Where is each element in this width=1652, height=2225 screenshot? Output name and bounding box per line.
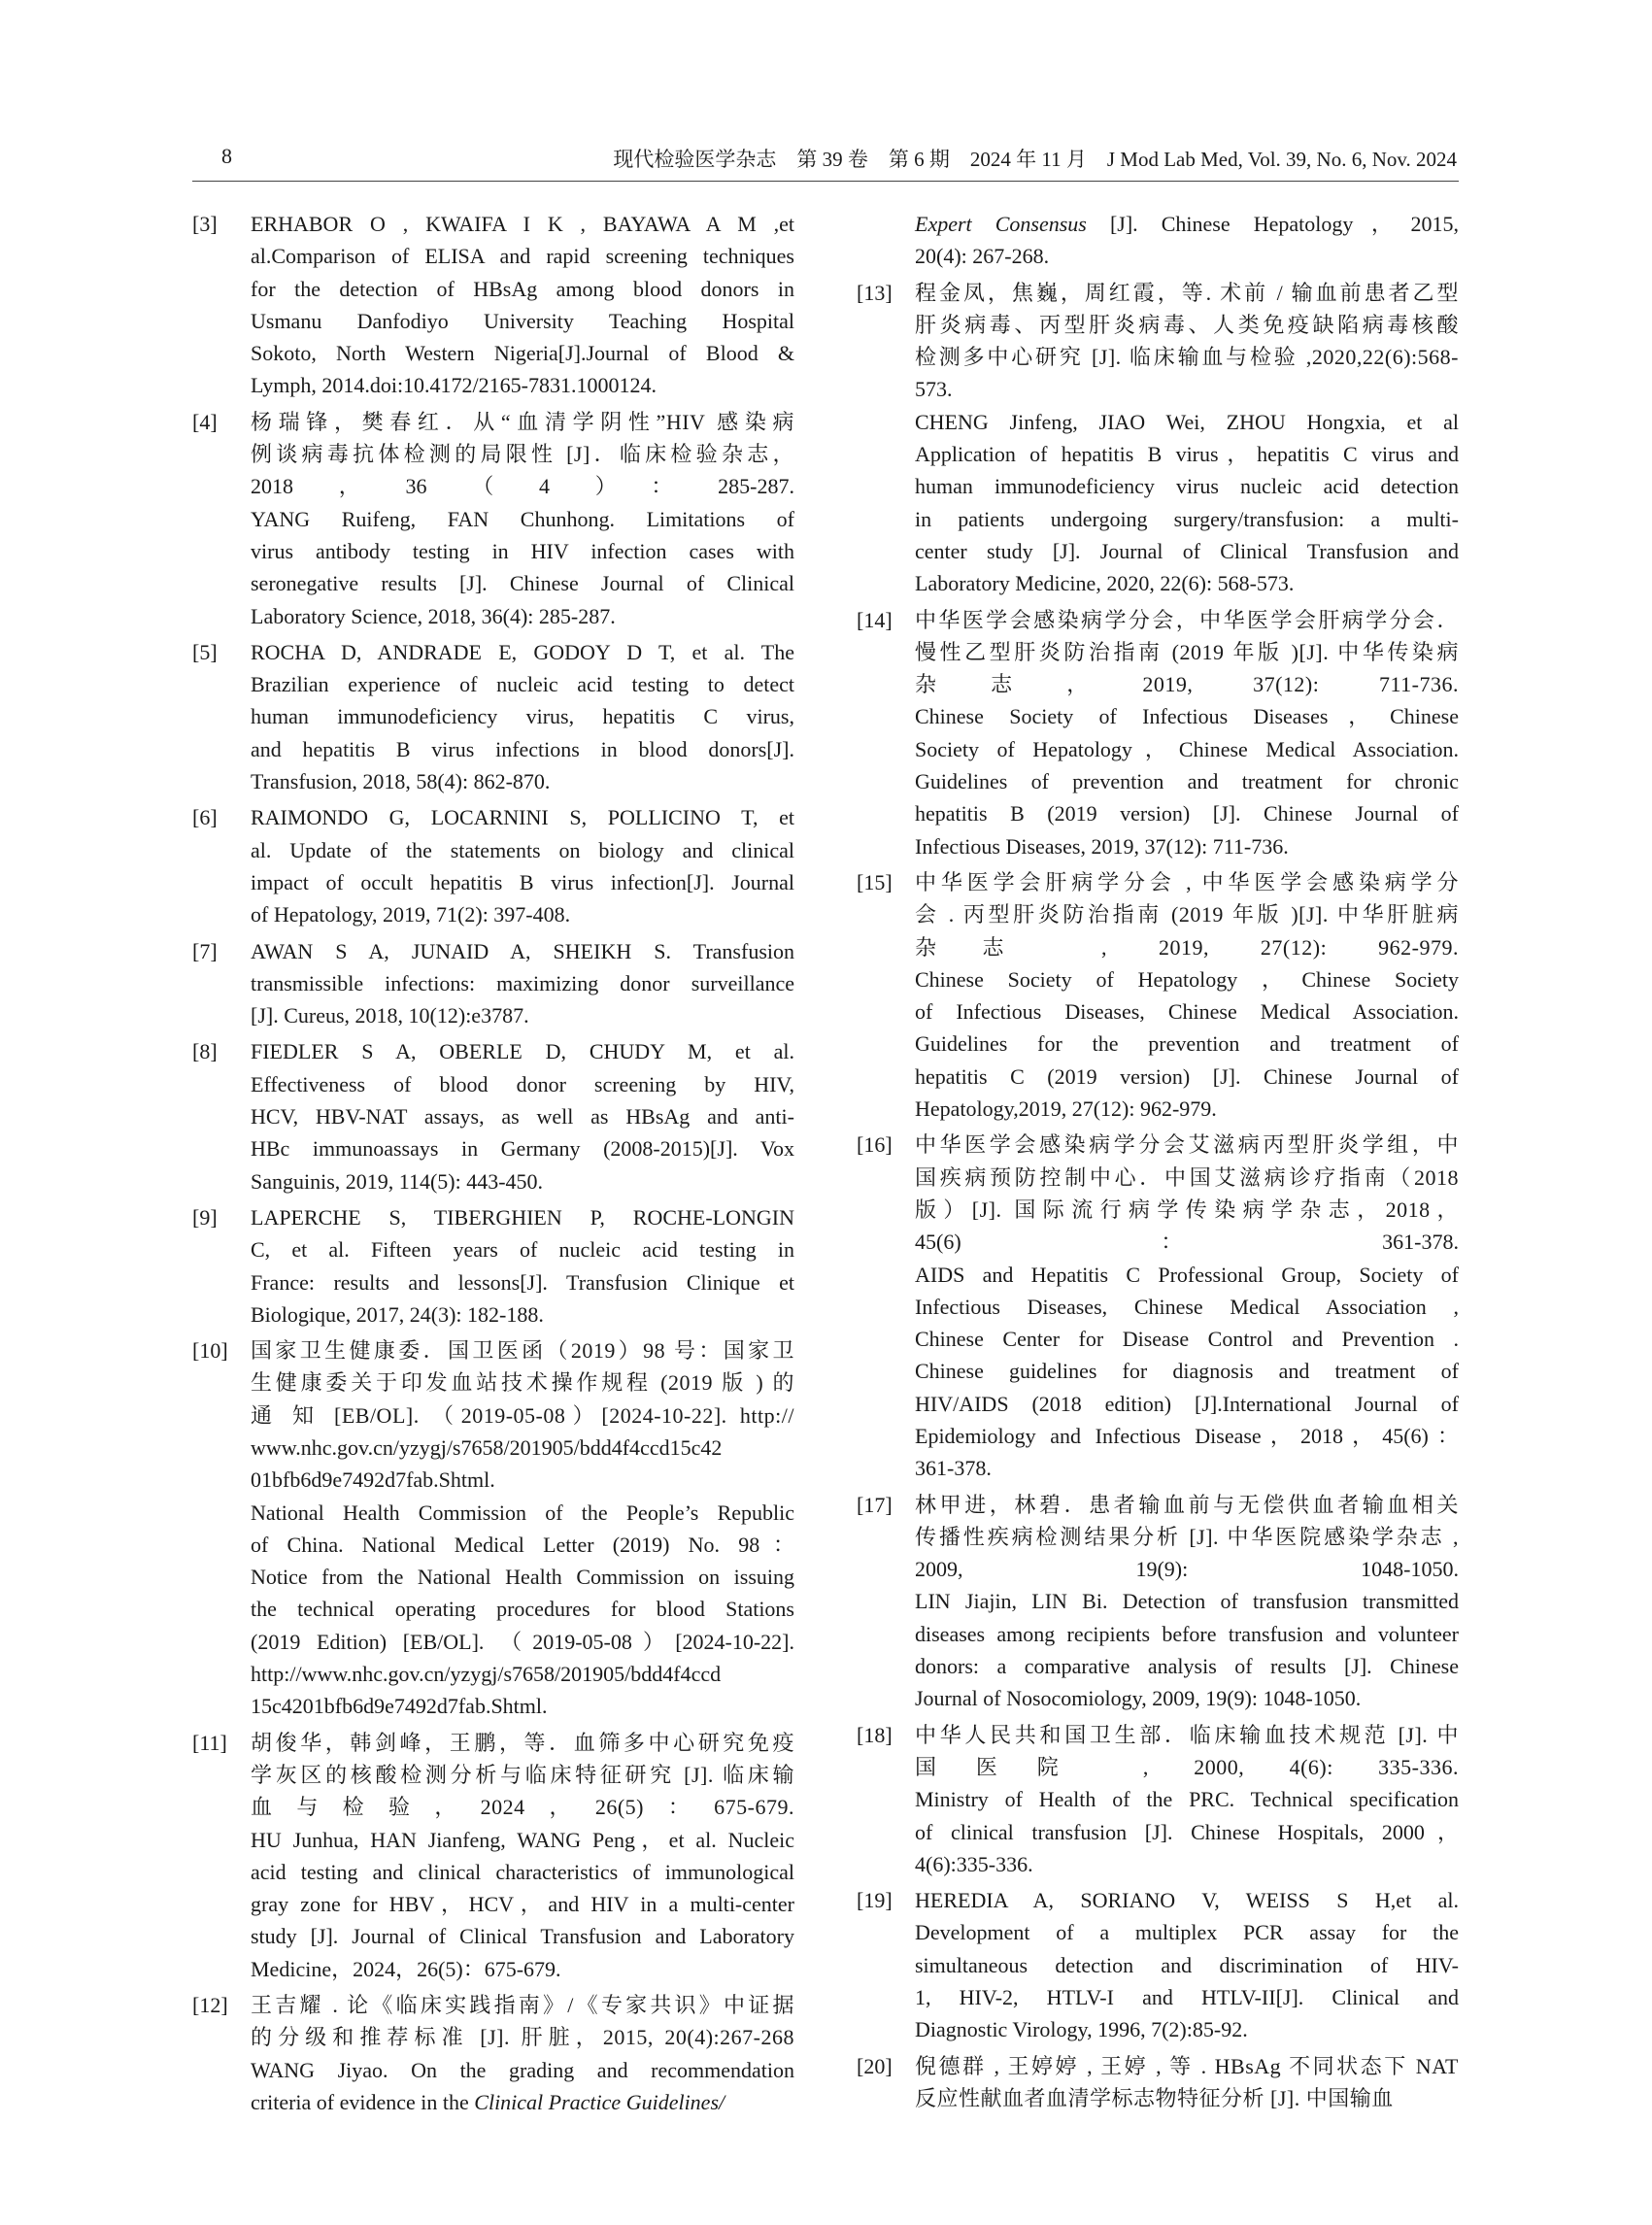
reference-entry bbox=[857, 277, 1459, 600]
reference-entry bbox=[192, 1201, 794, 1331]
reference-line: al. Update of the statements on biology and clinical bbox=[251, 837, 794, 862]
reference-entry bbox=[192, 1727, 794, 1985]
reference-line: (2019 Edition) [EB/OL]. （2019-05-08）[2024-10-22]. bbox=[251, 1629, 794, 1654]
reference-line: [J]. Cureus, 2018, 10(12):e3787. bbox=[251, 1003, 529, 1028]
reference-line: study [J]. Journal of Clinical Transfusion and Laboratory bbox=[251, 1924, 794, 1949]
reference-line: 程金凤，焦巍，周红霞，等. 术前 / 输血前患者乙型 bbox=[915, 280, 1459, 305]
reference-line: simultaneous detection and discrimination of HIV- bbox=[915, 1952, 1459, 1977]
reference-line: of clinical transfusion [J]. Chinese Hospitals, 2000， bbox=[915, 1819, 1459, 1844]
reference-line: the technical operating procedures for blood Stations bbox=[251, 1597, 794, 1622]
reference-number: [6] bbox=[192, 805, 218, 830]
reference-entry bbox=[192, 208, 794, 402]
reference-line: diseases among recipients before transfusion and volunteer bbox=[915, 1621, 1459, 1646]
journal-running-head: 现代检验医学杂志 第 39 卷 第 6 期 2024 年 11 月 J Mod Lab Med, Vol. 39, No. 6, Nov. 2024 bbox=[613, 148, 1457, 171]
reference-line: Medicine，2024，26(5)：675-679. bbox=[251, 1956, 561, 1981]
reference-line: Expert Consensus [J]. Chinese Hepatology，2015, bbox=[915, 212, 1460, 236]
reference-number: [10] bbox=[192, 1338, 228, 1364]
reference-line: transmissible infections: maximizing donor surveillance bbox=[251, 970, 794, 995]
reference-column-left bbox=[192, 208, 794, 2122]
reference-number: [4] bbox=[192, 409, 218, 434]
reference-number: [9] bbox=[192, 1204, 218, 1230]
reference-line: 杂志 , 2019, 27(12): 962-979. bbox=[915, 934, 1459, 960]
reference-entry bbox=[192, 1989, 794, 2118]
reference-line: in patients undergoing surgery/transfusion: a multi- bbox=[915, 506, 1459, 531]
reference-number: [16] bbox=[857, 1132, 893, 1158]
reference-line: Ministry of Health of the PRC. Technical specification bbox=[915, 1787, 1459, 1812]
reference-line: Laboratory Medicine, 2020, 22(6): 568-573. bbox=[915, 571, 1295, 596]
reference-line: 1, HIV-2, HTLV-I and HTLV-II[J]. Clinical and bbox=[915, 1985, 1459, 2010]
reference-line: 血与检验，2024，26(5)：675-679. bbox=[251, 1795, 794, 1820]
reference-line: YANG Ruifeng, FAN Chunhong. Limitations of bbox=[251, 506, 794, 531]
reference-line: www.nhc.gov.cn/yzygj/s7658/201905/bdd4f4ccd15c42 bbox=[251, 1434, 723, 1460]
reference-number: [18] bbox=[857, 1722, 893, 1747]
reference-line: 版）[J]. 国际流行病学传染病学杂志，2018， bbox=[915, 1197, 1459, 1222]
reference-line: human immunodeficiency virus nucleic acid detection bbox=[915, 474, 1459, 499]
reference-line: ROCHA D, ANDRADE E, GODOY D T, et al. The bbox=[251, 639, 794, 664]
reference-line: 45(6)：361-378. bbox=[915, 1230, 1459, 1255]
reference-line: Sokoto, North Western Nigeria[J].Journal of Blood & bbox=[251, 341, 794, 366]
reference-line: 中华医学会肝病学分会 , 中华医学会感染病学分 bbox=[915, 869, 1459, 894]
reference-line: HU Junhua, HAN Jianfeng, WANG Peng，et al. Nucleic bbox=[251, 1827, 794, 1852]
reference-line: 573. bbox=[915, 377, 953, 402]
reference-line: 学灰区的核酸检测分析与临床特征研究 [J]. 临床输 bbox=[251, 1762, 794, 1787]
reference-line: AWAN S A, JUNAID A, SHEIKH S. Transfusion bbox=[251, 938, 794, 963]
reference-line: France: results and lessons[J]. Transfusion Clinique et bbox=[251, 1269, 794, 1295]
reference-line: Usmanu Danfodiyo University Teaching Hospital bbox=[251, 308, 794, 333]
reference-number: [17] bbox=[857, 1492, 893, 1517]
reference-line: 4(6):335-336. bbox=[915, 1851, 1033, 1876]
reference-line: 生健康委关于印发血站技术操作规程 (2019 版 ) 的 bbox=[251, 1370, 794, 1396]
page-number: 8 bbox=[221, 144, 232, 168]
reference-number: [3] bbox=[192, 212, 218, 236]
reference-line: hepatitis B (2019 version) [J]. Chinese Journal of bbox=[915, 801, 1459, 826]
reference-line: hepatitis C (2019 version) [J]. Chinese Journal of bbox=[915, 1063, 1459, 1089]
reference-line: Guidelines of prevention and treatment for chronic bbox=[915, 769, 1459, 794]
reference-line: 国医院 , 2000, 4(6): 335-336. bbox=[915, 1754, 1459, 1779]
reference-line: ERHABOR O , KWAIFA I K , BAYAWA A M ,et bbox=[251, 212, 794, 236]
reference-entry bbox=[857, 2050, 1459, 2115]
reference-entry bbox=[857, 604, 1459, 862]
reference-line: Journal of Nosocomiology, 2009, 19(9): 1048-1050. bbox=[915, 1686, 1362, 1711]
reference-line: of China. National Medical Letter (2019) No. 98： bbox=[251, 1532, 794, 1557]
reference-entry bbox=[857, 1719, 1459, 1880]
reference-line: Epidemiology and Infectious Disease，2018，45(6)： bbox=[915, 1423, 1459, 1448]
reference-entry bbox=[192, 935, 794, 1032]
reference-line: 通 知 [EB/OL]. （2019-05-08）[2024-10-22]. http:// bbox=[251, 1402, 794, 1428]
reference-line: National Health Commission of the People’s Republic bbox=[251, 1500, 794, 1525]
reference-entry bbox=[192, 801, 794, 930]
reference-line: 例谈病毒抗体检测的局限性 [J]．临床检验杂志， bbox=[251, 442, 794, 467]
reference-line: 会 . 丙型肝炎防治指南 (2019 年版 )[J]. 中华肝脏病 bbox=[915, 902, 1459, 927]
reference-line: Lymph, 2014.doi:10.4172/2165-7831.1000124. bbox=[251, 373, 657, 398]
reference-line: AIDS and Hepatitis C Professional Group, Society of bbox=[915, 1262, 1459, 1287]
reference-line: 15c4201bfb6d9e7492d7fab.Shtml. bbox=[251, 1694, 548, 1719]
reference-number: [11] bbox=[192, 1730, 227, 1755]
reference-line: 2018，36（4）：285-287. bbox=[251, 474, 794, 499]
reference-number: [13] bbox=[857, 280, 893, 305]
reference-line: 国疾病预防控制中心．中国艾滋病诊疗指南（2018 bbox=[915, 1164, 1459, 1190]
reference-line: of Hepatology, 2019, 71(2): 397-408. bbox=[251, 902, 571, 927]
reference-line: HBc immunoassays in Germany (2008-2015)[J]. Vox bbox=[251, 1136, 794, 1162]
reference-line: criteria of evidence in the Clinical Practice Guidelines/ bbox=[251, 2089, 725, 2114]
reference-line: Application of hepatitis B virus，hepatitis C virus and bbox=[915, 442, 1459, 467]
reference-line: WANG Jiyao. On the grading and recommendation bbox=[251, 2057, 794, 2082]
reference-line: Biologique, 2017, 24(3): 182-188. bbox=[251, 1301, 544, 1327]
reference-line: virus antibody testing in HIV infection cases with bbox=[251, 538, 794, 563]
reference-line: Infectious Diseases, Chinese Medical Association , bbox=[915, 1294, 1459, 1319]
reference-entry bbox=[857, 1129, 1459, 1484]
reference-line: Transfusion, 2018, 58(4): 862-870. bbox=[251, 769, 551, 794]
reference-line: 2009, 19(9): 1048-1050. bbox=[915, 1557, 1459, 1582]
reference-line: 20(4): 267-268. bbox=[915, 244, 1050, 269]
reference-line: Development of a multiplex PCR assay for the bbox=[915, 1920, 1459, 1945]
reference-line: 杂志，2019, 37(12): 711-736. bbox=[915, 672, 1459, 697]
reference-entry bbox=[192, 636, 794, 797]
reference-line: LAPERCHE S, TIBERGHIEN P, ROCHE-LONGIN bbox=[251, 1204, 794, 1230]
reference-entry bbox=[857, 866, 1459, 1125]
reference-line: LIN Jiajin, LIN Bi. Detection of transfusion transmitted bbox=[915, 1589, 1459, 1614]
reference-line: 慢性乙型肝炎防治指南 (2019 年版 )[J]. 中华传染病 bbox=[915, 639, 1459, 664]
running-header bbox=[192, 142, 1459, 182]
reference-line: Guidelines for the prevention and treatment of bbox=[915, 1031, 1459, 1057]
reference-line: 检测多中心研究 [J]. 临床输血与检验 ,2020,22(6):568- bbox=[915, 345, 1459, 370]
reference-line: 杨瑞锋，樊春红．从“血清学阴性”HIV 感染病 bbox=[251, 409, 794, 434]
reference-number: [7] bbox=[192, 938, 218, 963]
reference-line: HIV/AIDS (2018 edition) [J].International Journal of bbox=[915, 1391, 1459, 1416]
reference-line: for the detection of HBsAg among blood donors in bbox=[251, 276, 794, 301]
reference-column-right bbox=[857, 208, 1459, 2118]
reference-entry bbox=[857, 1884, 1459, 2045]
reference-line: of Infectious Diseases, Chinese Medical Association. bbox=[915, 999, 1459, 1025]
reference-number: [19] bbox=[857, 1888, 893, 1913]
reference-line: Chinese guidelines for diagnosis and treatment of bbox=[915, 1359, 1459, 1384]
reference-line: 王吉耀 . 论《临床实践指南》/《专家共识》中证据 bbox=[251, 1993, 794, 2018]
reference-line: Effectiveness of blood donor screening by HIV, bbox=[251, 1071, 794, 1096]
reference-number: [12] bbox=[192, 1993, 228, 2018]
reference-number: [5] bbox=[192, 639, 218, 664]
reference-entry bbox=[857, 208, 1459, 273]
reference-line: HCV, HBV-NAT assays, as well as HBsAg and anti- bbox=[251, 1104, 794, 1129]
reference-line: impact of occult hepatitis B virus infection[J]. Journal bbox=[251, 869, 794, 894]
reference-number: [14] bbox=[857, 607, 893, 632]
reference-line: Notice from the National Health Commission on issuing bbox=[251, 1565, 794, 1590]
reference-line: and hepatitis B virus infections in blood donors[J]. bbox=[251, 736, 794, 761]
reference-line: 中华人民共和国卫生部．临床输血技术规范 [J]. 中 bbox=[915, 1722, 1459, 1747]
reference-line: Infectious Diseases, 2019, 37(12): 711-736. bbox=[915, 833, 1289, 859]
reference-entry bbox=[192, 1334, 794, 1723]
reference-line: 国家卫生健康委．国卫医函（2019）98 号：国家卫 bbox=[251, 1338, 794, 1364]
reference-line: gray zone for HBV，HCV，and HIV in a multi-center bbox=[251, 1892, 794, 1917]
reference-line: donors: a comparative analysis of results [J]. Chinese bbox=[915, 1654, 1459, 1679]
reference-line: Brazilian experience of nucleic acid testing to detect bbox=[251, 672, 794, 697]
reference-line: C, et al. Fifteen years of nucleic acid testing in bbox=[251, 1237, 794, 1263]
reference-line: al.Comparison of ELISA and rapid screening techniques bbox=[251, 244, 794, 269]
reference-line: Chinese Center for Disease Control and Prevention . bbox=[915, 1327, 1459, 1352]
reference-line: Laboratory Science, 2018, 36(4): 285-287. bbox=[251, 603, 616, 628]
reference-line: 肝炎病毒、丙型肝炎病毒、人类免疫缺陷病毒核酸 bbox=[915, 312, 1459, 337]
reference-line: 01bfb6d9e7492d7fab.Shtml. bbox=[251, 1467, 495, 1493]
reference-line: Sanguinis, 2019, 114(5): 443-450. bbox=[251, 1168, 544, 1194]
reference-line: RAIMONDO G, LOCARNINI S, POLLICINO T, et bbox=[251, 805, 794, 830]
reference-line: CHENG Jinfeng, JIAO Wei, ZHOU Hongxia, et al bbox=[915, 409, 1459, 434]
reference-line: Society of Hepatology，Chinese Medical Association. bbox=[915, 736, 1459, 761]
reference-line: 林甲进，林碧．患者输血前与无偿供血者输血相关 bbox=[915, 1492, 1459, 1517]
reference-number: [15] bbox=[857, 869, 893, 894]
reference-line: human immunodeficiency virus, hepatitis C virus, bbox=[251, 704, 794, 729]
reference-entry bbox=[192, 1035, 794, 1197]
reference-line: Chinese Society of Hepatology ，Chinese Society bbox=[915, 966, 1459, 992]
reference-number: [8] bbox=[192, 1039, 218, 1064]
reference-entry bbox=[192, 406, 794, 632]
reference-line: HEREDIA A, SORIANO V, WEISS S H,et al. bbox=[915, 1888, 1459, 1913]
reference-entry bbox=[857, 1489, 1459, 1715]
reference-line: center study [J]. Journal of Clinical Transfusion and bbox=[915, 538, 1459, 563]
reference-line: http://www.nhc.gov.cn/yzygj/s7658/201905/bdd4f4ccd bbox=[251, 1662, 722, 1687]
reference-line: acid testing and clinical characteristics of immunological bbox=[251, 1859, 794, 1884]
reference-line: 传播性疾病检测结果分析 [J]. 中华医院感染学杂志 , bbox=[915, 1524, 1459, 1549]
reference-line: 胡俊华，韩剑峰，王鹏，等．血筛多中心研究免疫 bbox=[251, 1730, 794, 1755]
reference-line: 反应性献血者血清学标志物特征分析 [J]. 中国输血 bbox=[915, 2085, 1394, 2110]
reference-line: FIEDLER S A, OBERLE D, CHUDY M, et al. bbox=[251, 1039, 794, 1064]
reference-line: Hepatology,2019, 27(12): 962-979. bbox=[915, 1096, 1217, 1122]
reference-line: seronegative results [J]. Chinese Journal of Clinical bbox=[251, 571, 794, 596]
reference-line: Chinese Society of Infectious Diseases，Chinese bbox=[915, 704, 1459, 729]
reference-line: 中华医学会感染病学分会艾滋病丙型肝炎学组，中 bbox=[915, 1132, 1459, 1158]
reference-line: Diagnostic Virology, 1996, 7(2):85-92. bbox=[915, 2017, 1248, 2042]
reference-line: 中华医学会感染病学分会，中华医学会肝病学分会． bbox=[915, 607, 1459, 632]
reference-line: 361-378. bbox=[915, 1456, 992, 1481]
reference-line: 倪德群 , 王婷婷 , 王婷 , 等 . HBsAg 不同状态下 NAT bbox=[915, 2053, 1459, 2078]
reference-number: [20] bbox=[857, 2053, 893, 2078]
reference-line: 的分级和推荐标准 [J]. 肝脏，2015, 20(4):267-268 bbox=[251, 2025, 794, 2050]
